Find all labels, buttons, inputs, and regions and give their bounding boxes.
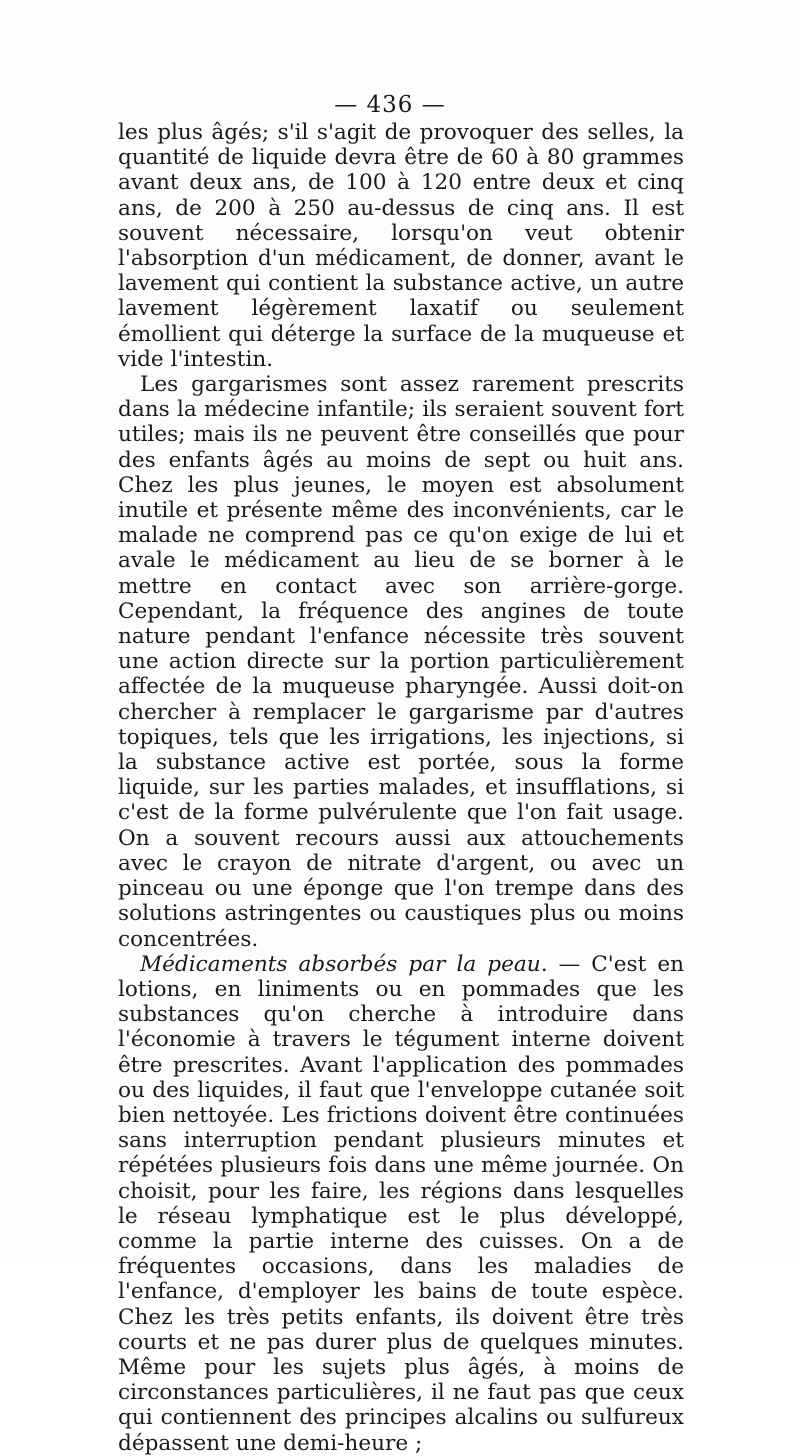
section-heading: Médicaments absorbés par la peau. xyxy=(140,951,548,977)
body-text xyxy=(118,120,684,1456)
section-text: — C'est en lotions, en liniments ou en pommades que les substances qu'on cherche à introduire dans l'économie à travers le tégument interne doivent être prescrites. Avant l'application des pommades ou des liquides, il faut que l'enveloppe cutanée soit bien nettoyée. Les frictions doivent être continuées sans interruption pendant plusieurs minutes et répétées plusieurs fois dans une même journée. On choisit, pour les faire, les régions dans lesquelles le réseau lymphatique est le plus développé, comme la partie interne des cuisses. On a de fréquentes occasions, dans les maladies de l'enfance, d'employer les bains de toute espèce. Chez les très petits enfants, ils doivent être très courts et ne pas durer plus de quelques minutes. Même pour les sujets plus âgés, à moins de circonstances particulières, il ne faut pas que ceux qui contiennent des principes alcalins ou sulfureux dépassent une demi-heure ; xyxy=(118,951,685,1456)
paragraph-medicaments-peau xyxy=(118,952,684,1456)
paragraph-lavements: les plus âgés; s'il s'agit de provoquer des selles, la quantité de liquide devra être de 60 à 80 grammes avant deux ans, de 100 à 120 entre deux et cinq ans, de 200 à 250 au-dessus de cinq ans. Il est souvent nécessaire, lorsqu'on veut obtenir l'absorption d'un médicament, de donner, avant le lavement qui contient la substance active, un autre lavement légèrement laxatif ou seulement émollient qui déterge la surface de la muqueuse et vide l'intestin. xyxy=(118,120,684,372)
paragraph-gargarismes: Les gargarismes sont assez rarement prescrits dans la médecine infantile; ils seraient souvent fort utiles; mais ils ne peuvent être conseillés que pour des enfants âgés au moins de sept ou huit ans. Chez les plus jeunes, le moyen est absolument inutile et présente même des inconvénients, car le malade ne comprend pas ce qu'on exige de lui et avale le médicament au lieu de se borner à le mettre en contact avec son arrière-gorge. Cependant, la fréquence des angines de toute nature pendant l'enfance nécessite très souvent une action directe sur la portion particulièrement affectée de la muqueuse pharyngée. Aussi doit-on chercher à remplacer le gargarisme par d'autres topiques, tels que les irrigations, les injections, si la substance active est portée, sous la forme liquide, sur les parties malades, et insufflations, si c'est de la forme pulvérulente que l'on fait usage. On a souvent recours aussi aux attouchements avec le crayon de nitrate d'argent, ou avec un pinceau ou une éponge que l'on trempe dans des solutions astringentes ou caustiques plus ou moins concentrées. xyxy=(118,372,684,952)
page-number: — 436 — xyxy=(334,92,446,118)
